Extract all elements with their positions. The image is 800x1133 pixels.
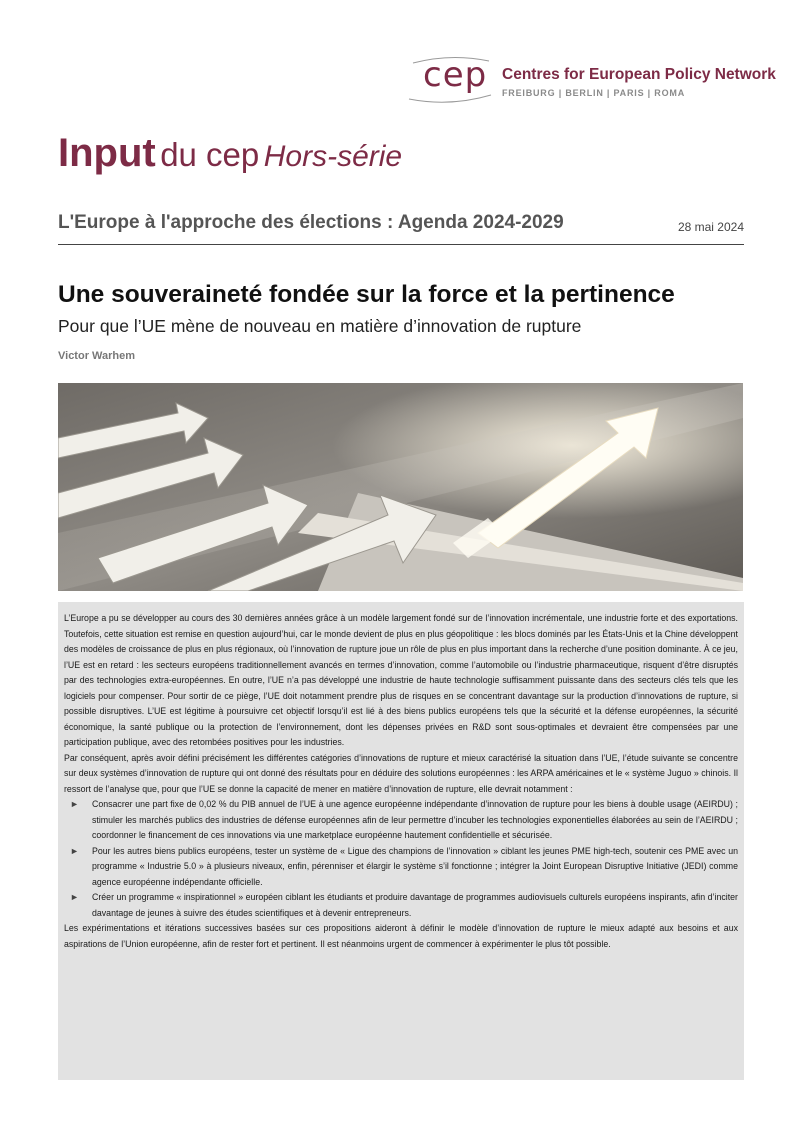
abstract-paragraph: Par conséquent, après avoir défini précisément les différentes catégories d’innovations de rupture et mieux caractérisé la situation dans l’UE, l’étude suivante se concentre sur deux systèmes d’innovation de rupture qui ont donné des résultats pour en déduire des solutions européennes : les ARPA américaines et le « système Juguo » chinois. Il ressort de l’analyse que, pour que l’UE se donne la capacité de mener en matière d’innovation de rupture, elle devrait notamment : xyxy=(64,752,738,794)
logo-wordmark: cep xyxy=(423,55,488,95)
abstract-paragraph: Les expérimentations et itérations successives basées sur ces propositions aideront à définir le modèle d’innovation de rupture le mieux adapté aux besoins et aux aspirations de l’Union européenne, afin de rester fort et pertinent. Il est néanmoins urgent de commencer à expérimenter le plus tôt possible. xyxy=(64,923,738,949)
cep-logo xyxy=(405,55,776,105)
agenda-title: L'Europe à l'approche des élections : Agenda 2024-2029 xyxy=(58,212,564,233)
list-item xyxy=(64,890,738,921)
triangle-right-icon: ► xyxy=(70,799,79,809)
series-title-italic: Hors-série xyxy=(263,140,403,173)
list-item xyxy=(64,844,738,891)
list-item-text: Consacrer une part fixe de 0,02 % du PIB annuel de l’UE à une agence européenne indépendante d’innovation de rupture pour les biens à double usage (AEIRDU) ; stimuler les marchés publics des industries de défense européennes afin de leur permettre d’incuber les technologies exponentielles élaborées au sein de l’AEIRDU ; coordonner le financement de ces innovations via une marketplace européenne hautement confidentielle et sécurisée. xyxy=(92,799,738,840)
arrows-illustration xyxy=(58,383,743,591)
org-cities: FREIBURG | BERLIN | PARIS | ROMA xyxy=(502,88,685,98)
series-title-bold: Input xyxy=(58,131,156,175)
list-item-text: Pour les autres biens publics européens, tester un système de « Ligue des champions de l’innovation » ciblant les jeunes PME high-tech, soutenir ces PME avec un programme « Industrie 5.0 » à plusieurs niveaux, enfin, pérenniser et élargir le système s’il fonctionne ; intégrer la Joint European Disruptive Initiative (JEDI) comme agence européenne indépendante officielle. xyxy=(92,845,738,887)
series-title xyxy=(58,128,402,187)
article-author: Victor Warhem xyxy=(58,350,136,362)
triangle-right-icon: ► xyxy=(70,845,79,856)
article-subtitle: Pour que l’UE mène de nouveau en matière d’innovation de rupture xyxy=(58,316,582,336)
org-name: Centres for European Policy Network xyxy=(502,66,776,83)
abstract-paragraph: L’Europe a pu se développer au cours des 30 dernières années grâce à un modèle largement fondé sur de l’innovation incrémentale, une industrie forte et des exportations. Toutefois, cette situation est remise en question aujourd’hui, car le monde devient de plus en plus géopolitique : les blocs dominés par les États-Unis et la Chine développent des modèles de croissance de plus en plus régionaux, où l’innovation de rupture joue un rôle de plus en plus important dans la recherche d’une position dominante. À ce jeu, l’UE est en retard : les secteurs européens traditionnellement avancés en termes d’innovation, comme l’automobile ou l’industrie pharmaceutique, risquent d’être disruptés par des technologies extra-européennes. En outre, l’UE n’a pas développé une industrie de haute technologie suffisamment puissante dans des secteurs clés tels que les logiciels pour compenser. Pour sortir de ce piège, l’UE doit notamment prendre plus de risques en se concentrant davantage sur la production d’innovations de rupture, si possible disruptives. L’UE est légitime à poursuivre cet objectif lorsqu’il est lié à des biens publics européens tels que la sécurité et la défense européennes, la sécurité économique, la santé publique ou la protection de l’environnement, dont les dépenses privées en R&D sont sous-optimales et devraient être compensées par une participation publique, avec des retombées positives pour les industries. xyxy=(64,613,738,747)
list-item xyxy=(64,797,738,844)
publication-date: 28 mai 2024 xyxy=(677,220,744,234)
article-title: Une souveraineté fondée sur la force et la pertinence xyxy=(58,281,675,308)
series-title-regular: du cep xyxy=(160,136,260,173)
agenda-header xyxy=(58,212,744,245)
abstract-box xyxy=(58,602,744,1080)
list-item-text: Créer un programme « inspirationnel » européen ciblant les étudiants et produire davantage de programmes audiovisuels culturels européens inspirants, afin d’inciter davantage de jeunes à suivre des études scientifiques et à devenir entrepreneurs. xyxy=(92,892,738,918)
hero-image xyxy=(58,383,743,591)
triangle-right-icon: ► xyxy=(70,892,79,902)
recommendation-list xyxy=(64,797,738,921)
